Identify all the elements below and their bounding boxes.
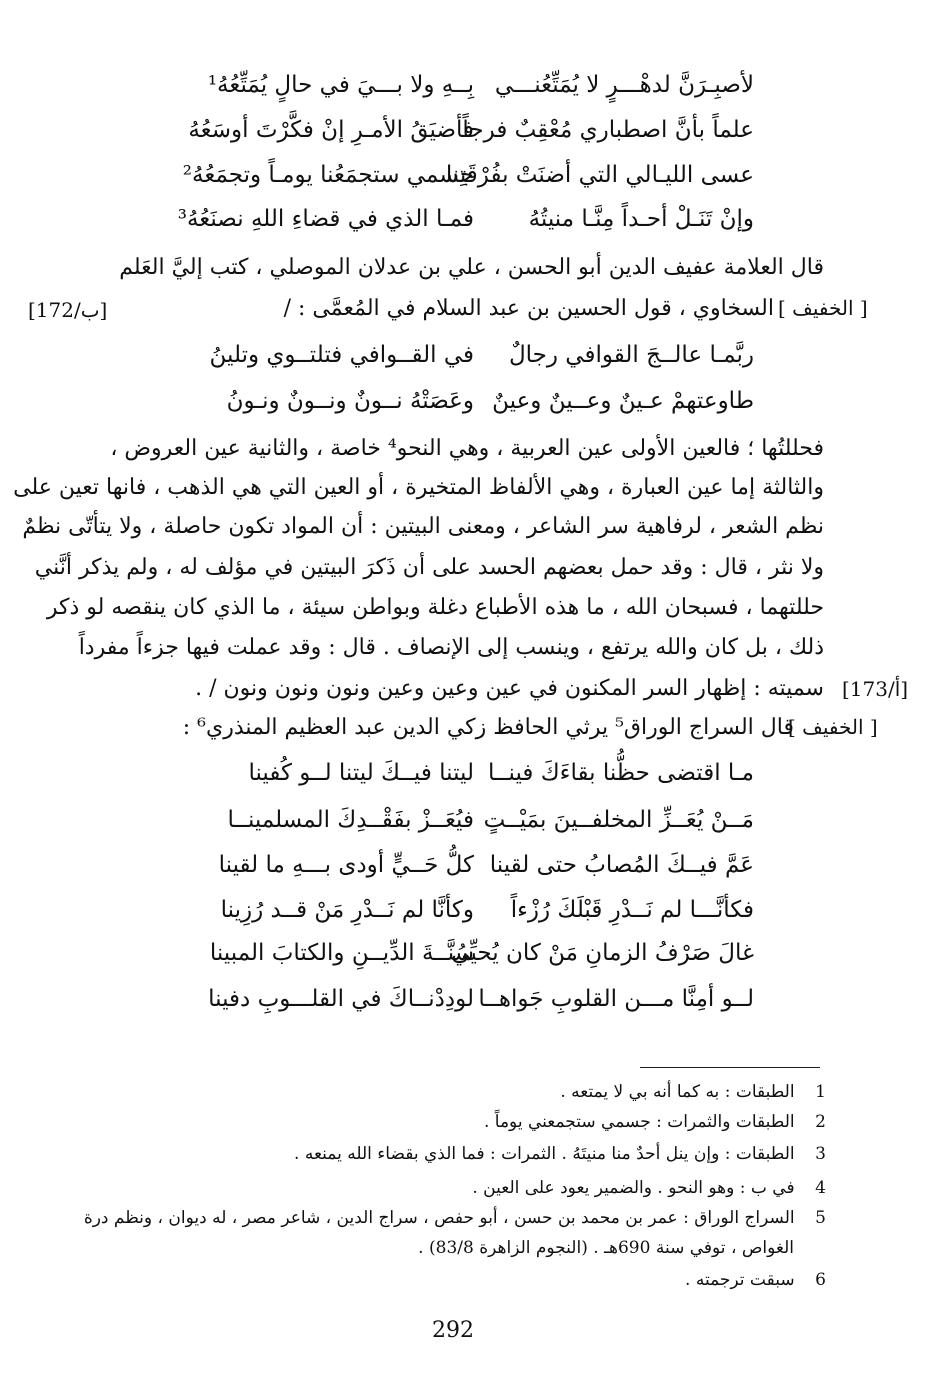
footnote-text: الطبقات : به كما أنه بي لا يمتعه .	[560, 1082, 795, 1102]
verse-hemistich-right: لأصبِـرَنَّ لدهْـــرٍ لا يُمَتِّعُنـــي	[494, 72, 754, 98]
verse-line	[0, 342, 944, 386]
verse-hemistich-right: وإنْ تَنَـلْ أحـداً مِنَّـا منيتُهُ	[528, 206, 754, 232]
prose-line: فحللتُها ؛ فالعين الأولى عين العربية ، وهي النحو⁴ خاصة ، والثانية عين العروض ،	[110, 436, 824, 461]
verse-line	[0, 986, 944, 1030]
verse-line	[0, 117, 944, 161]
prose-line: والثالثة إما عين العبارة ، وهي الألفاظ المتخيرة ، أو العين التي هي الذهب ، فانها تعين على	[13, 475, 824, 500]
meter-label: [ الخفيف ]	[788, 715, 878, 739]
prose-line: السخاوي ، قول الحسين بن عبد السلام في المُعمَّى : /	[283, 296, 774, 321]
verse-hemistich-left: لودِدْنــاكَ في القلـــوبِ دفينا	[208, 986, 474, 1012]
prose-line: نظم الشعر ، لرفاهية سر الشاعر ، ومعنى البيتين : أن المواد تكون حاصلة ، ولا يتأتّى نظمٌ	[22, 514, 824, 539]
verse-hemistich-left: بِــهِ ولا بـــيَ في حالٍ يُمَتِّعُهُ¹	[207, 72, 474, 98]
footnote-text: الطبقات : وإن ينل أحدٌ منا منيتَهُ . الثمرات : فما الذي بقضاء الله يمنعه .	[294, 1144, 795, 1164]
verse-hemistich-right: عَمَّ فيــكَ المُصابُ حتى لقينا	[489, 852, 754, 878]
footnote	[83, 1208, 826, 1228]
footnote-number: 6	[815, 1270, 826, 1290]
verse-hemistich-left: جسمي ستجمَعُنا يومـاً وتجمَعُهُ²	[182, 162, 474, 188]
verse-hemistich-right: مـا اقتضى حظُّنا بقاءَكَ فينــا	[488, 760, 754, 786]
verse-hemistich-left: فيُعَــزْ بفَقْــدِكَ المسلمينــا	[227, 807, 474, 833]
verse-line	[0, 807, 944, 851]
verse-hemistich-left: سُنَّــةَ الدِّيــنِ والكتابَ المبينا	[209, 940, 474, 966]
verse-hemistich-right: فكأنَّـــا لم نَــدْرِ قَبْلَكَ رُزْءاً	[510, 897, 754, 923]
verse-hemistich-right: لــو أمِنَّا مـــن القلوبِ جَواهــا	[478, 986, 754, 1012]
prose-line: قال العلامة عفيف الدين أبو الحسن ، علي بن عدلان الموصلي ، كتب إليَّ العَلم	[119, 255, 824, 280]
verse-hemistich-right: مَــنْ يُعَــزِّ المخلفــينَ بمَيْــتٍ	[483, 807, 754, 833]
footnote-text: الطبقات والثمرات : جسمي ستجمعني يوماً .	[483, 1112, 795, 1132]
prose-line: ذلك ، بل كان والله يرتفع ، وينسب إلى الإنصاف . قال : وقد عملت فيها جزءاً مفرداً	[78, 635, 824, 660]
footnote	[106, 1144, 826, 1164]
verse-line	[0, 72, 944, 116]
footnote-number: 2	[815, 1112, 826, 1132]
verse-hemistich-left: كلُّ حَــيٍّ أودى بـــهِ ما لقينا	[218, 852, 474, 878]
verse-hemistich-left: فمـا الذي في قضاءِ اللهِ نصنَعُهُ³	[177, 206, 474, 232]
footnote	[106, 1112, 826, 1132]
footnote-text: سبقت ترجمته .	[685, 1270, 795, 1290]
verse-hemistich-left: في القــوافي فتلتــوي وتلينُ	[209, 342, 474, 368]
meter-label: [ الخفيف ]	[778, 296, 868, 320]
prose-line: قال السراج الوراق⁵ يرثي الحافظ زكي الدين عبد العظيم المنذري⁶ :	[182, 715, 794, 740]
prose-line: حللتهما ، فسبحان الله ، ما هذه الأطباع دغلة وبواطن سيئة ، ما الذي كان ينقصه لو ذكر	[46, 595, 824, 620]
footnote-number: 1	[815, 1082, 826, 1102]
verse-hemistich-right: علماً بأنَّ اصطباري مُعْقِبٌ فرجاً	[462, 117, 754, 143]
manuscript-folio-marker: [172/ب]	[28, 298, 108, 322]
footnote-number: 3	[815, 1144, 826, 1164]
footnote-text: في ب : وهو النحو . والضمير يعود على العين .	[472, 1178, 795, 1198]
verse-hemistich-left: ليتنا فيــكَ ليتنا لــو كُفينا	[248, 760, 474, 786]
verse-hemistich-right: عسى الليـالي التي أضنَتْ بفُرْقَتِنا	[445, 162, 754, 188]
page-number: 292	[432, 1318, 474, 1343]
verse-hemistich-left: فأضيَقُ الأمـرِ إنْ فكَّرْتَ أوسَعُهُ	[188, 117, 474, 143]
verse-hemistich-left: وعَصَتْهُ نــونٌ ونــونٌ ونـونُ	[226, 388, 474, 414]
footnote-continuation: الغواص ، توفي سنة 690هـ . (النجوم الزاهرة 83/8) .	[418, 1238, 794, 1258]
verse-line	[0, 852, 944, 896]
footnote	[106, 1178, 826, 1198]
footnote-number: 4	[815, 1178, 826, 1198]
verse-line	[0, 206, 944, 250]
footnote-number: 5	[815, 1208, 826, 1228]
footnote-text: السراج الوراق : عمر بن محمد بن حسن ، أبو حفص ، سراج الدين ، شاعر مصر ، له ديوان ، ونظم درة	[83, 1208, 795, 1228]
verse-line	[0, 760, 944, 804]
verse-hemistich-right: طاوعتهمْ عـينٌ وعــينٌ وعينٌ	[492, 388, 754, 414]
footnote-separator	[640, 1067, 820, 1068]
verse-line	[0, 162, 944, 206]
verse-line	[0, 388, 944, 432]
prose-line: سميته : إظهار السر المكنون في عين وعين وعين ونون ونون ونون / .	[195, 676, 824, 701]
footnote	[106, 1082, 826, 1102]
verse-line	[0, 940, 944, 984]
footnote	[106, 1270, 826, 1290]
verse-hemistich-left: وكأنَّا لم نَــدْرِ مَنْ قــد رُزِينا	[220, 897, 474, 923]
verse-hemistich-right: غالَ صَرْفُ الزمانِ مَنْ كان يُحيِّي	[451, 940, 754, 966]
manuscript-folio-marker: [173/أ]	[842, 677, 909, 701]
verse-hemistich-right: ربَّمـا عالــجَ القوافي رجالٌ	[508, 342, 754, 368]
prose-line: ولا نثر ، قال : وقد حمل بعضهم الحسد على أن ذَكرَ البيتين في مؤلف له ، ولم يذكر أنَّني	[34, 555, 824, 580]
verse-line	[0, 897, 944, 941]
